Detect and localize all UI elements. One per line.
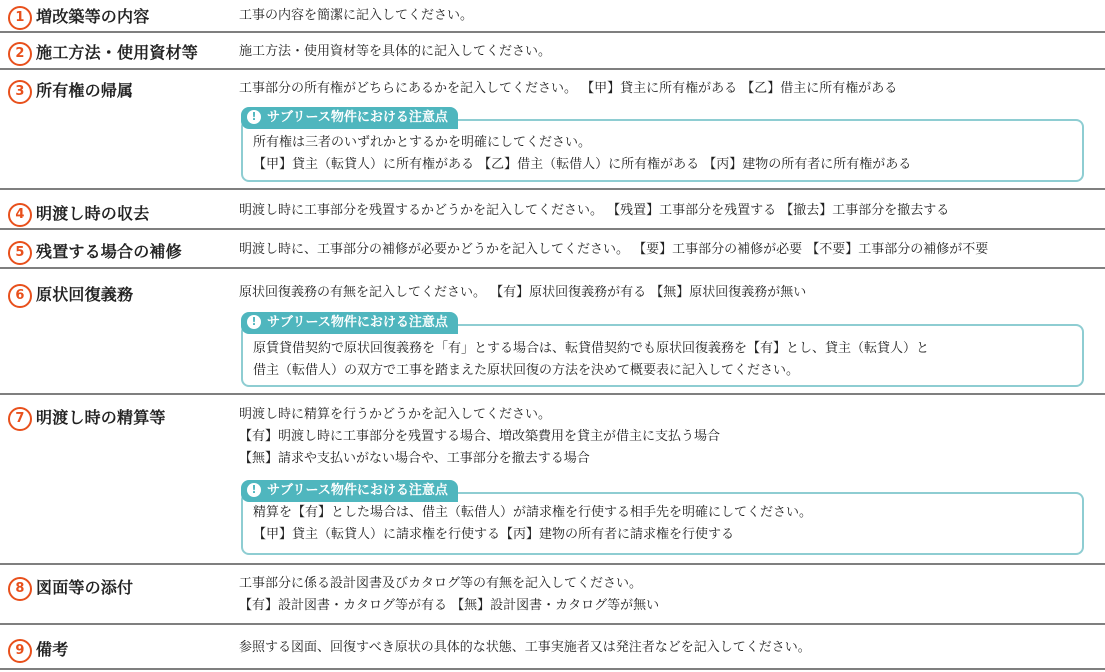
section-row-5 bbox=[0, 232, 1105, 269]
section-title-text: 増改築等の内容 bbox=[36, 7, 150, 26]
section-row-8 bbox=[0, 567, 1105, 625]
section-description: 工事部分に係る設計図書及びカタログ等の有無を記入してください。 【有】設計図書・カタログ等が有る 【無】設計図書・カタログ等が無い bbox=[239, 576, 660, 613]
section-title-text: 残置する場合の補修 bbox=[36, 242, 182, 261]
section-description: 原状回復義務の有無を記入してください。 【有】原状回復義務が有る 【無】原状回復義務が無い bbox=[239, 285, 807, 300]
section-description: 明渡し時に、工事部分の補修が必要かどうかを記入してください。 【要】工事部分の補修が必要 【不要】工事部分の補修が不要 bbox=[239, 242, 989, 257]
number-badge: 8 bbox=[8, 577, 32, 601]
section-row-6 bbox=[0, 271, 1105, 395]
caution-label: ! サブリース物件における注意点 bbox=[241, 107, 458, 129]
section-row-7 bbox=[0, 397, 1105, 565]
section-title bbox=[8, 575, 133, 601]
section-title bbox=[8, 405, 166, 431]
sublease-caution-box bbox=[241, 483, 1084, 555]
section-title bbox=[8, 637, 68, 663]
section-description: 工事部分の所有権がどちらにあるかを記入してください。 【甲】貸主に所有権がある 【乙】借主に所有権がある bbox=[239, 81, 898, 96]
section-description: 参照する図面、回復すべき原状の具体的な状態、工事実施者又は発注者などを記入してください。 bbox=[239, 640, 811, 655]
caution-label: ! サブリース物件における注意点 bbox=[241, 480, 458, 502]
section-row-9 bbox=[0, 627, 1105, 670]
section-title bbox=[8, 201, 149, 227]
section-title bbox=[8, 282, 133, 308]
number-badge: 7 bbox=[8, 407, 32, 431]
caution-label: ! サブリース物件における注意点 bbox=[241, 312, 458, 334]
number-badge: 6 bbox=[8, 284, 32, 308]
caution-text: 精算を【有】とした場合は、借主（転借人）が請求権を行使する相手先を明確にしてください。 【甲】貸主（転貸人）に請求権を行使する【丙】建物の所有者に請求権を行使する bbox=[253, 505, 813, 542]
section-row-1 bbox=[0, 0, 1105, 33]
caution-text: 原賃貸借契約で原状回復義務を「有」とする場合は、転貸借契約でも原状回復義務を【有】とし、貸主（転貸人）と 借主（転借人）の双方で工事を踏まえた原状回復の方法を決めて概要表に記入してください。 bbox=[253, 341, 930, 378]
section-title bbox=[8, 239, 182, 265]
section-description: 明渡し時に工事部分を残置するかどうかを記入してください。 【残置】工事部分を残置する 【撤去】工事部分を撤去する bbox=[239, 203, 950, 218]
caution-text: 所有権は三者のいずれかとするかを明確にしてください。 【甲】貸主（転貸人）に所有権がある 【乙】借主（転借人）に所有権がある 【丙】建物の所有者に所有権がある bbox=[253, 135, 912, 172]
exclamation-icon: ! bbox=[247, 315, 261, 329]
section-description: 施工方法・使用資材等を具体的に記入してください。 bbox=[239, 44, 552, 59]
section-row-3 bbox=[0, 72, 1105, 190]
number-badge: 5 bbox=[8, 241, 32, 265]
section-title-text: 図面等の添付 bbox=[36, 578, 134, 597]
number-badge: 9 bbox=[8, 639, 32, 663]
section-title bbox=[8, 78, 133, 104]
section-title-text: 備考 bbox=[36, 640, 69, 659]
section-title-text: 原状回復義務 bbox=[36, 285, 134, 304]
section-title-text: 施工方法・使用資材等 bbox=[36, 43, 199, 62]
section-title bbox=[8, 40, 198, 66]
number-badge: 2 bbox=[8, 42, 32, 66]
sublease-caution-box bbox=[241, 110, 1084, 182]
section-row-2 bbox=[0, 35, 1105, 70]
number-badge: 3 bbox=[8, 80, 32, 104]
section-title-text: 所有権の帰属 bbox=[36, 81, 134, 100]
exclamation-icon: ! bbox=[247, 110, 261, 124]
exclamation-icon: ! bbox=[247, 483, 261, 497]
section-title bbox=[8, 4, 149, 30]
sublease-caution-box bbox=[241, 315, 1084, 387]
section-title-text: 明渡し時の精算等 bbox=[36, 408, 166, 427]
section-title-text: 明渡し時の収去 bbox=[36, 204, 150, 223]
section-description: 工事の内容を簡潔に記入してください。 bbox=[239, 8, 474, 23]
number-badge: 4 bbox=[8, 203, 32, 227]
number-badge: 1 bbox=[8, 6, 32, 30]
section-description: 明渡し時に精算を行うかどうかを記入してください。 【有】明渡し時に工事部分を残置する場合、増改築費用を貸主が借主に支払う場合 【無】請求や支払いがない場合や、工事部分を撤去する場合 bbox=[239, 407, 721, 466]
section-row-4 bbox=[0, 192, 1105, 230]
